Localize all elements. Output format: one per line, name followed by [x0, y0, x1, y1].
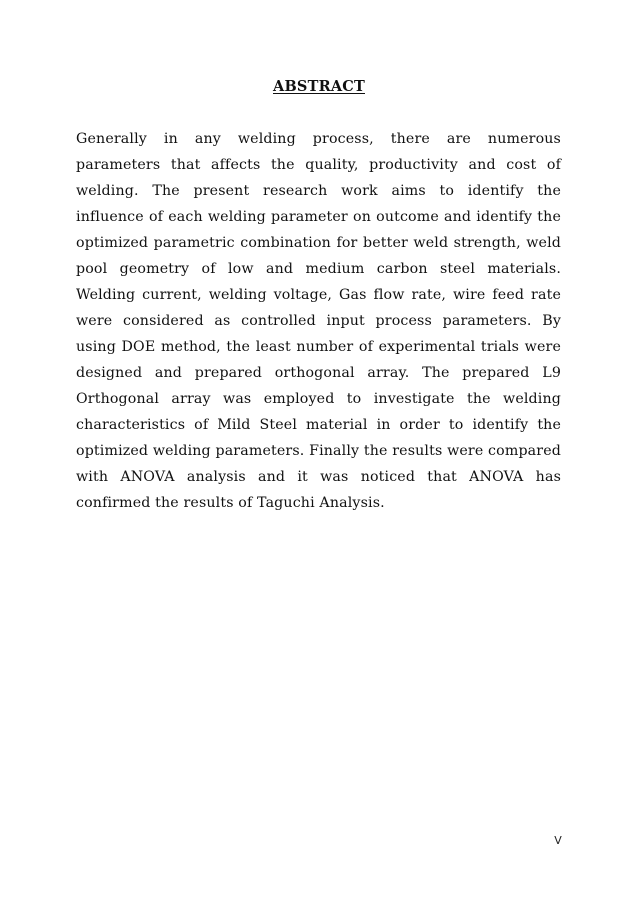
abstract-paragraph: Generally in any welding process, there are numerous parameters that affects the quality, productivity and cost of welding. The present research work aims to identify the influence of each welding parameter on outcome and identify the optimized parametric combination for better weld strength, weld pool geometry of low and medium carbon steel materials. Welding current, welding voltage, Gas flow rate, wire feed rate were considered as controlled input process parameters. By using DOE method, the least number of experimental trials were designed and prepared orthogonal array. The prepared L9 Orthogonal array was employed to investigate the welding characteristics of Mild Steel material in order to identify the optimized welding parameters. Finally the results were compared with ANOVA analysis and it was noticed that ANOVA has confirmed the results of Taguchi Analysis. — [76, 131, 561, 511]
abstract-heading: ABSTRACT — [273, 78, 365, 95]
page-number: V — [554, 834, 562, 847]
page-title — [0, 78, 638, 95]
